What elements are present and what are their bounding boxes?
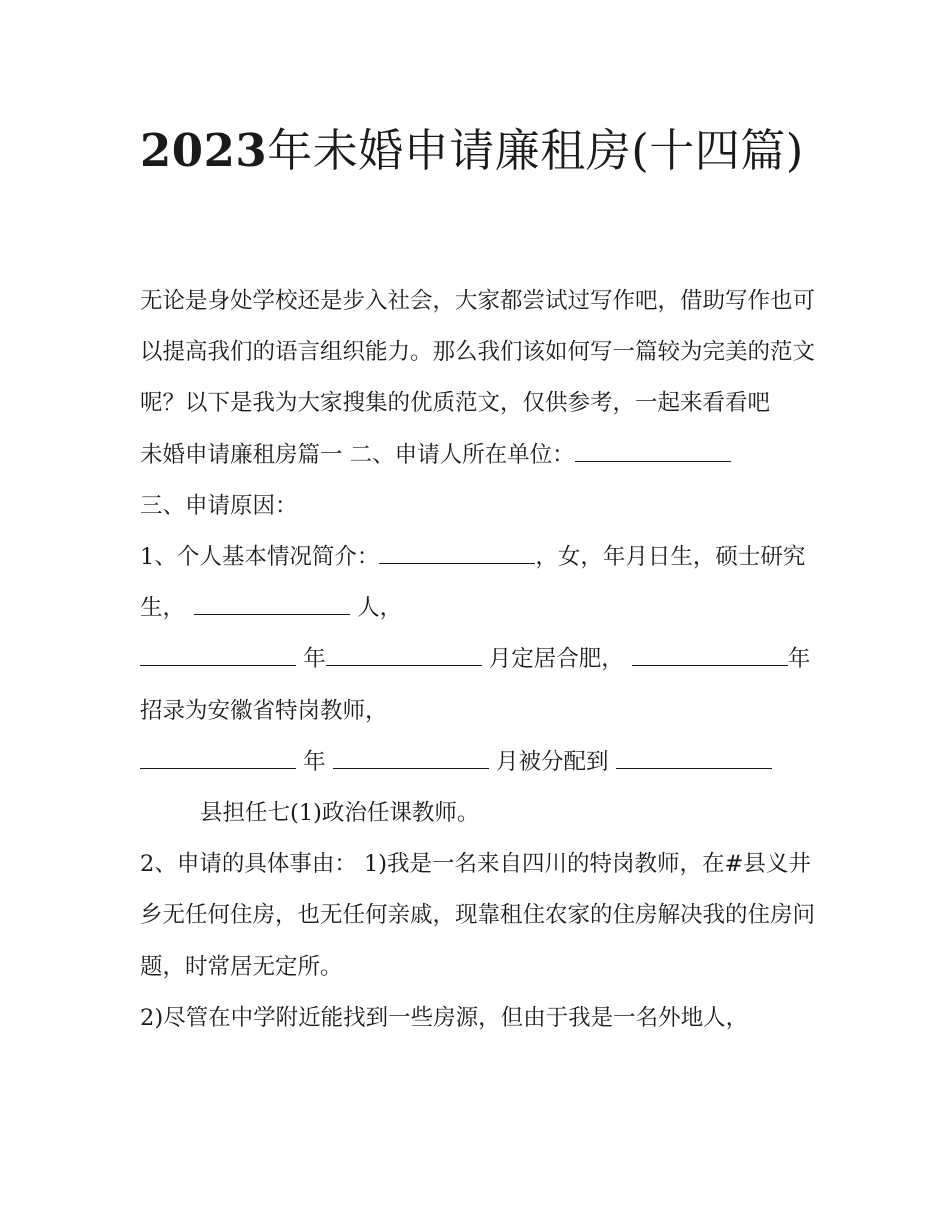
assign-text: 县担任七(1)政治任课教师。: [200, 800, 480, 827]
title-text: 年未婚申请廉租房(十四篇): [267, 124, 804, 177]
intro-paragraph: 无论是身处学校还是步入社会，大家都尝试过写作吧，借助写作也可以提高我们的语言组织能力。那么我们该如何写一篇较为完美的范文呢？以下是我为大家搜集的优质范文，仅供参考，一起来看看吧: [140, 288, 816, 417]
document-body: [140, 276, 820, 1044]
assign-year-label: 年: [296, 748, 333, 775]
title-year: 2023: [140, 124, 268, 177]
document-title: [140, 112, 820, 189]
name-blank: [379, 542, 535, 564]
settle-month-label: 月定居合肥，: [481, 646, 624, 673]
unit-label: 未婚申请廉租房篇一 二、申请人所在单位：: [140, 441, 575, 468]
hometown-blank: [194, 593, 350, 615]
assign-month-label: 月被分配到: [488, 748, 616, 775]
reason-heading: 三、申请原因：: [140, 492, 298, 519]
settle-year-blank: [140, 644, 296, 666]
assign-place-blank: [616, 746, 772, 768]
unit-blank: [575, 439, 731, 461]
basic-info-paragraph: [140, 532, 820, 634]
basic-info-label: 1、个人基本情况简介：: [140, 544, 380, 571]
reason-detail-paragraph-2: 2)尽管在中学附近能找到一些房源，但由于我是一名外地人，: [140, 1004, 749, 1031]
settle-year-label: 年: [296, 646, 326, 673]
unit-line: [140, 430, 820, 481]
assign-paragraph: [140, 737, 820, 839]
hometown-suffix: 人，: [350, 595, 403, 622]
settle-paragraph: [140, 634, 820, 736]
recruit-text: 年招录为安徽省特岗教师，: [140, 646, 811, 724]
assign-month-blank: [333, 746, 489, 768]
assign-year-blank: [140, 746, 296, 768]
recruit-year-blank: [632, 644, 788, 666]
reason-detail-paragraph: 2、申请的具体事由： 1)我是一名来自四川的特岗教师，在#县义井乡无任何住房，也无任何亲戚，现靠租住农家的住房解决我的住房问题，时常居无定所。: [140, 851, 816, 980]
basic-info-text: ，女，年月日生，硕士研究生，: [140, 544, 806, 622]
settle-month-blank: [326, 644, 482, 666]
